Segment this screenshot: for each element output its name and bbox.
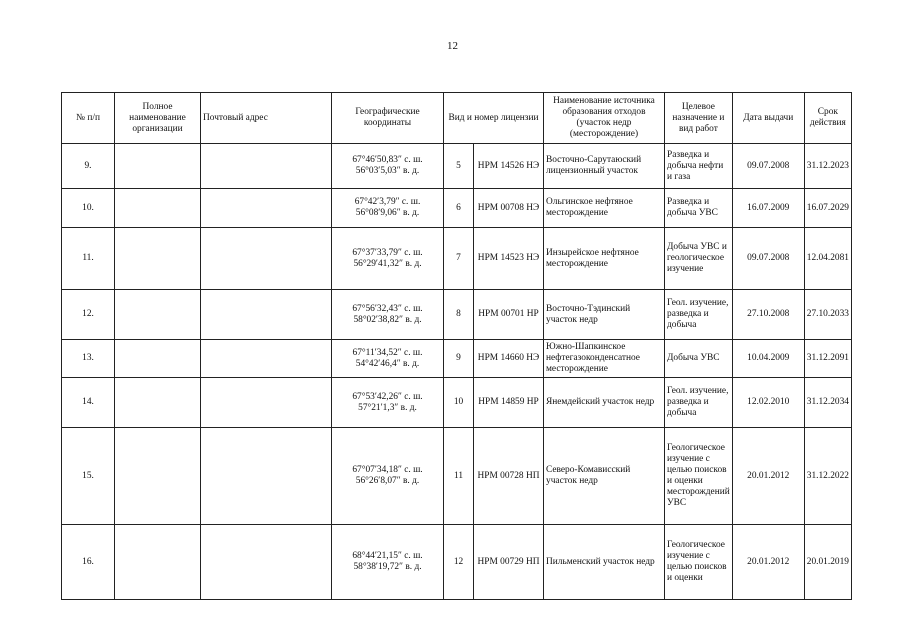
header-purpose: Целевое назначение и вид работ bbox=[665, 93, 733, 144]
license-ordinal: 8 bbox=[444, 290, 474, 340]
source-name: Восточно-Тэдинский участок недр bbox=[544, 290, 665, 340]
coords-cell bbox=[332, 340, 444, 378]
latitude: 68°44′21,15″ с. ш. bbox=[352, 551, 423, 561]
issue-date: 12.02.2010 bbox=[732, 378, 804, 428]
license-number: НРМ 14523 НЭ bbox=[474, 228, 544, 290]
longitude: 56°29′41,32″ в. д. bbox=[353, 258, 422, 269]
longitude: 56°08′9,06″ в. д. bbox=[355, 208, 420, 218]
issue-date: 10.04.2009 bbox=[732, 340, 804, 378]
license-ordinal: 7 bbox=[444, 228, 474, 290]
row-num: 10. bbox=[62, 189, 115, 228]
source-name: Пильменский участок недр bbox=[544, 525, 665, 600]
validity-term: 31.12.2034 bbox=[804, 378, 851, 428]
validity-term: 16.07.2029 bbox=[804, 189, 851, 228]
org-cell bbox=[115, 340, 201, 378]
purpose: Разведка и добыча нефти и газа bbox=[665, 144, 733, 189]
header-date: Дата выдачи bbox=[732, 93, 804, 144]
org-cell bbox=[115, 189, 201, 228]
address-cell bbox=[201, 228, 332, 290]
purpose: Добыча УВС и геологическое изучение bbox=[665, 228, 733, 290]
table-row bbox=[62, 428, 852, 525]
row-num: 16. bbox=[62, 525, 115, 600]
header-source: Наименование источника образования отходов (участок недр (месторождение) bbox=[544, 93, 665, 144]
coords-cell bbox=[332, 290, 444, 340]
latitude: 67°53′42,26″ с. ш. bbox=[352, 391, 423, 402]
issue-date: 09.07.2008 bbox=[732, 228, 804, 290]
source-name: Инзырейское нефтяное месторождение bbox=[544, 228, 665, 290]
address-cell bbox=[201, 378, 332, 428]
header-row bbox=[62, 93, 852, 144]
header-address: Почтовый адрес bbox=[201, 93, 332, 144]
license-number: НРМ 00708 НЭ bbox=[474, 189, 544, 228]
row-num: 15. bbox=[62, 428, 115, 525]
longitude: 54°42′46,4″ в. д. bbox=[355, 358, 420, 369]
issue-date: 27.10.2008 bbox=[732, 290, 804, 340]
license-number: НРМ 00701 НР bbox=[474, 290, 544, 340]
license-number: НРМ 14526 НЭ bbox=[474, 144, 544, 189]
validity-term: 20.01.2019 bbox=[804, 525, 851, 600]
issue-date: 20.01.2012 bbox=[732, 428, 804, 525]
issue-date: 09.07.2008 bbox=[732, 144, 804, 189]
latitude: 67°07′34,18″ с. ш. bbox=[352, 465, 423, 475]
validity-term: 31.12.2022 bbox=[804, 428, 851, 525]
purpose: Геол. изучение, разведка и добыча bbox=[665, 290, 733, 340]
purpose: Разведка и добыча УВС bbox=[665, 189, 733, 228]
coords-cell bbox=[332, 428, 444, 525]
header-num: № п/п bbox=[62, 93, 115, 144]
source-name: Северо-Комависский участок недр bbox=[544, 428, 665, 525]
coords-cell bbox=[332, 228, 444, 290]
license-ordinal: 5 bbox=[444, 144, 474, 189]
license-number: НРМ 14859 НР bbox=[474, 378, 544, 428]
table-row bbox=[62, 228, 852, 290]
latitude: 67°46′50,83″ с. ш. bbox=[352, 155, 423, 165]
license-number: НРМ 00728 НП bbox=[474, 428, 544, 525]
validity-term: 31.12.2091 bbox=[804, 340, 851, 378]
issue-date: 16.07.2009 bbox=[732, 189, 804, 228]
source-name: Южно-Шапкинское нефтегазоконденсатное месторождение bbox=[544, 340, 665, 378]
latitude: 67°56′32,43″ с. ш. bbox=[352, 303, 423, 314]
page-number: 12 bbox=[447, 40, 458, 52]
purpose: Геологическое изучение с целью поисков и оценки bbox=[665, 525, 733, 600]
license-ordinal: 10 bbox=[444, 378, 474, 428]
coords-cell bbox=[332, 189, 444, 228]
row-num: 13. bbox=[62, 340, 115, 378]
license-ordinal: 9 bbox=[444, 340, 474, 378]
address-cell bbox=[201, 189, 332, 228]
purpose: Геологическое изучение с целью поисков и оценки месторождений УВС bbox=[665, 428, 733, 525]
row-num: 14. bbox=[62, 378, 115, 428]
header-org: Полное наименование организации bbox=[115, 93, 201, 144]
longitude: 56°03′5,03″ в. д. bbox=[355, 166, 420, 176]
coords-cell bbox=[332, 378, 444, 428]
coords-cell bbox=[332, 144, 444, 189]
validity-term: 12.04.2081 bbox=[804, 228, 851, 290]
org-cell bbox=[115, 290, 201, 340]
table-row bbox=[62, 144, 852, 189]
license-ordinal: 12 bbox=[444, 525, 474, 600]
table-row bbox=[62, 189, 852, 228]
table-row bbox=[62, 525, 852, 600]
longitude: 56°26′8,07″ в. д. bbox=[355, 476, 420, 486]
org-cell bbox=[115, 144, 201, 189]
row-num: 12. bbox=[62, 290, 115, 340]
header-license: Вид и номер лицензии bbox=[444, 93, 544, 144]
longitude: 58°38′19,72″ в. д. bbox=[353, 562, 422, 572]
org-cell bbox=[115, 525, 201, 600]
address-cell bbox=[201, 290, 332, 340]
longitude: 58°02′38,82″ в. д. bbox=[353, 314, 422, 325]
longitude: 57°21′1,3″ в. д. bbox=[358, 402, 417, 413]
table-row bbox=[62, 378, 852, 428]
license-number: НРМ 14660 НЭ bbox=[474, 340, 544, 378]
latitude: 67°11′34,52″ с. ш. bbox=[352, 347, 423, 358]
address-cell bbox=[201, 340, 332, 378]
latitude: 67°42′3,79″ с. ш. bbox=[354, 197, 421, 207]
table-row bbox=[62, 340, 852, 378]
source-name: Восточно-Сарутаюский лицензионный участок bbox=[544, 144, 665, 189]
table-row bbox=[62, 290, 852, 340]
org-cell bbox=[115, 428, 201, 525]
coords-cell bbox=[332, 525, 444, 600]
license-ordinal: 11 bbox=[444, 428, 474, 525]
purpose: Геол. изучение, разведка и добыча bbox=[665, 378, 733, 428]
purpose: Добыча УВС bbox=[665, 340, 733, 378]
row-num: 11. bbox=[62, 228, 115, 290]
address-cell bbox=[201, 525, 332, 600]
validity-term: 27.10.2033 bbox=[804, 290, 851, 340]
latitude: 67°37′33,79″ с. ш. bbox=[352, 247, 423, 258]
source-name: Янемдейский участок недр bbox=[544, 378, 665, 428]
address-cell bbox=[201, 428, 332, 525]
header-term: Срок действия bbox=[804, 93, 851, 144]
source-name: Ольгинское нефтяное месторождение bbox=[544, 189, 665, 228]
org-cell bbox=[115, 378, 201, 428]
address-cell bbox=[201, 144, 332, 189]
header-coords: Географические координаты bbox=[332, 93, 444, 144]
org-cell bbox=[115, 228, 201, 290]
license-registry-table bbox=[61, 92, 852, 600]
license-ordinal: 6 bbox=[444, 189, 474, 228]
issue-date: 20.01.2012 bbox=[732, 525, 804, 600]
validity-term: 31.12.2023 bbox=[804, 144, 851, 189]
row-num: 9. bbox=[62, 144, 115, 189]
license-number: НРМ 00729 НП bbox=[474, 525, 544, 600]
